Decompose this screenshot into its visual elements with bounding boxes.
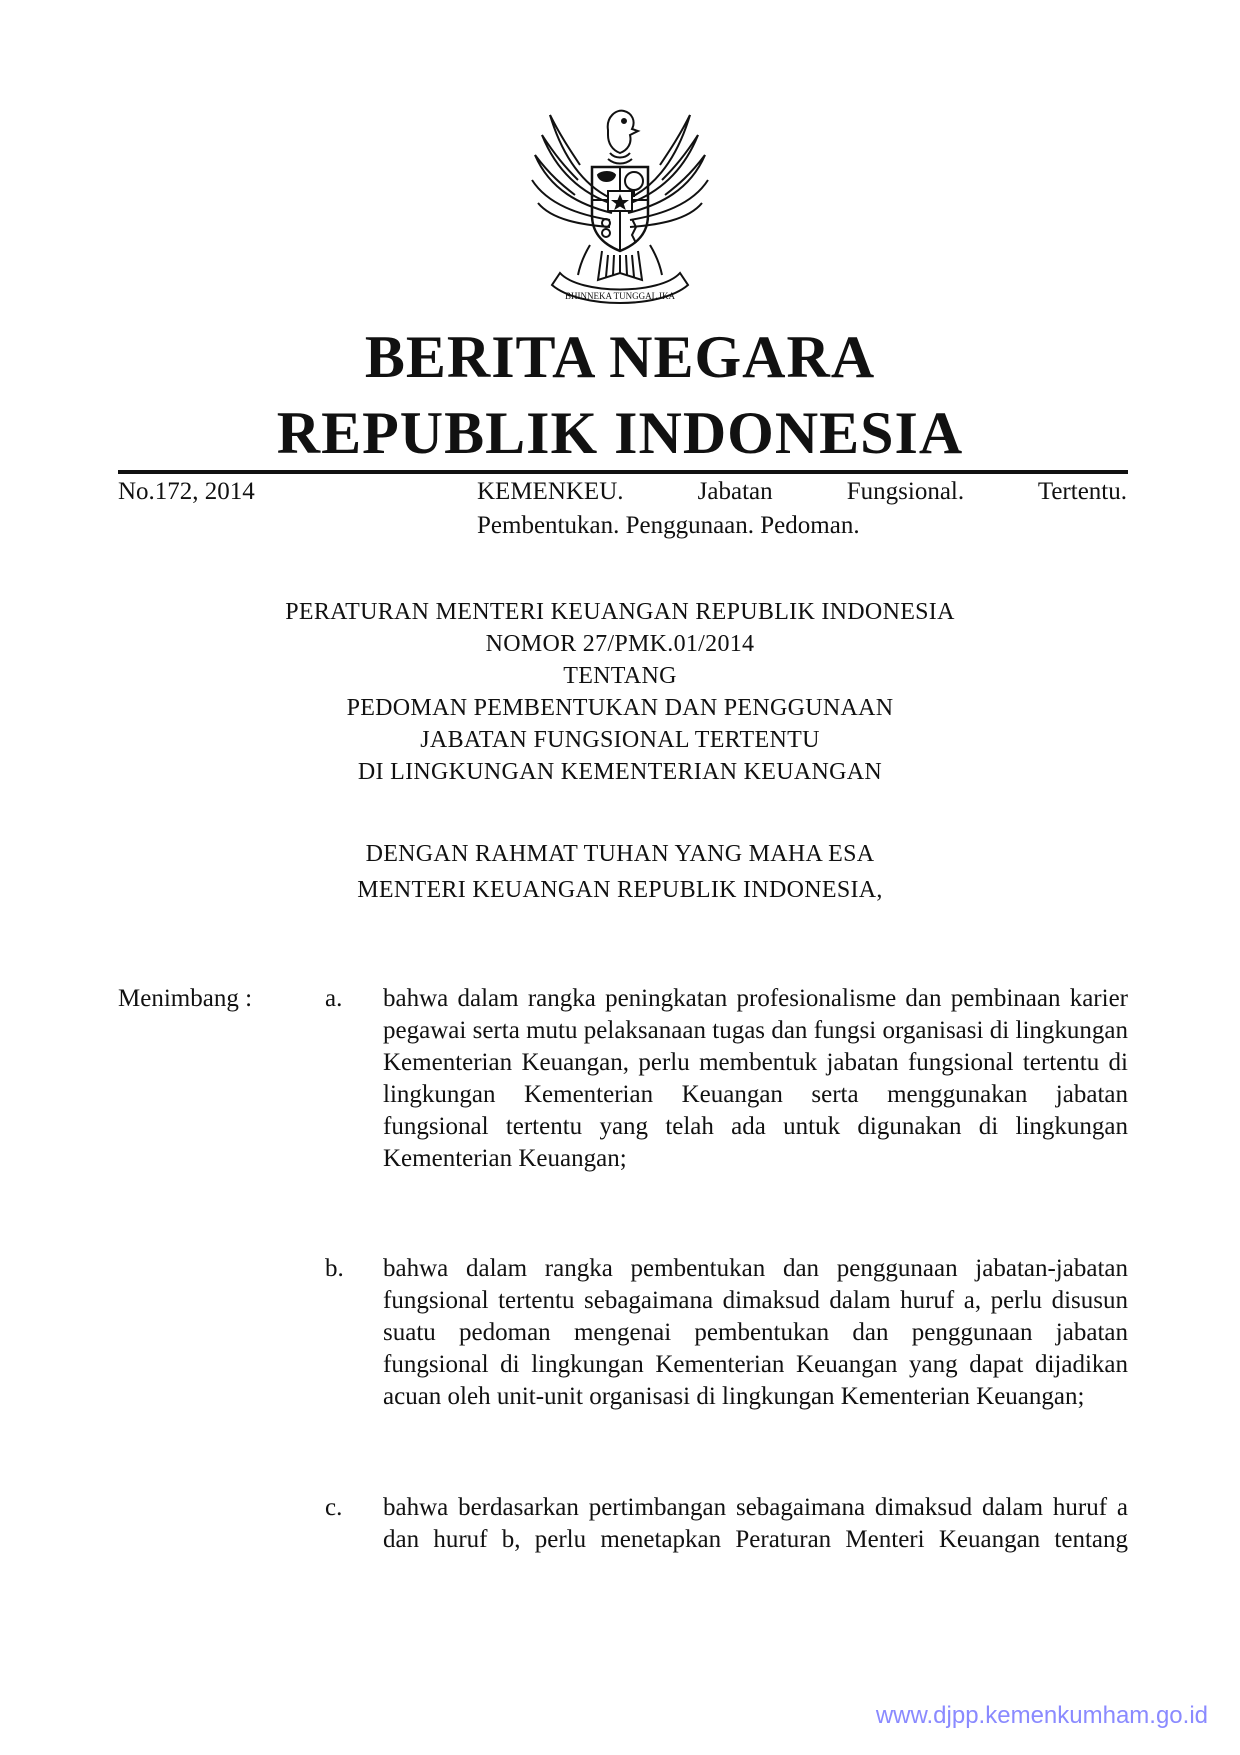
regulation-title-line: PEDOMAN PEMBENTUKAN DAN PENGGUNAAN	[346, 695, 894, 721]
preamble-line: MENTERI KEUANGAN REPUBLIK INDONESIA,	[357, 877, 883, 903]
regulation-title-line: TENTANG	[563, 663, 677, 689]
item-letter: c.	[325, 1494, 343, 1521]
item-text: bahwa berdasarkan pertimbangan sebagaimana dimaksud dalam huruf a dan huruf b, perlu menetapkan Peraturan Menteri Keuangan tentang	[383, 1494, 1128, 1553]
garuda-emblem-icon	[520, 95, 720, 310]
regulation-number: NOMOR 27/PMK.01/2014	[485, 631, 755, 657]
gazette-number: No.172, 2014	[118, 478, 255, 505]
considering-label: Menimbang :	[118, 985, 253, 1012]
gazette-summary	[477, 475, 1127, 543]
regulation-title	[0, 596, 1240, 788]
preamble-line: DENGAN RAHMAT TUHAN YANG MAHA ESA	[365, 841, 875, 867]
item-letter: b.	[325, 1255, 344, 1282]
item-text: bahwa dalam rangka pembentukan dan penggunaan jabatan-jabatan fungsional tertentu sebagaimana dimaksud dalam huruf a, perlu disusun suatu pedoman mengenai pembentukan dan penggunaan jabatan fungsional di lingkungan Kementerian Keuangan yang dapat dijadikan acuan oleh unit-unit organisasi di lingkungan Kementerian Keuangan;	[383, 1255, 1128, 1410]
summary-line-2: Pembentukan. Penggunaan. Pedoman.	[477, 512, 860, 539]
regulation-title-line: DI LINGKUNGAN KEMENTERIAN KEUANGAN	[357, 759, 883, 785]
item-letter: a.	[325, 985, 343, 1012]
masthead-divider	[118, 470, 1128, 474]
item-text: bahwa dalam rangka peningkatan profesionalisme dan pembinaan karier pegawai serta mutu pelaksanaan tugas dan fungsi organisasi di lingkungan Kementerian Keuangan, perlu membentuk jabatan fungsional tertentu di lingkungan Kementerian Keuangan serta menggunakan jabatan fungsional tertentu yang telah ada untuk digunakan di lingkungan Kementerian Keuangan;	[383, 985, 1128, 1172]
summary-line-1: KEMENKEU. Jabatan Fungsional. Tertentu.	[477, 478, 1127, 505]
regulation-title-line: PERATURAN MENTERI KEUANGAN REPUBLIK INDONESIA	[285, 599, 955, 625]
masthead-title-line1: BERITA NEGARA	[364, 324, 876, 390]
preamble	[0, 836, 1240, 908]
masthead-title-line2: REPUBLIK INDONESIA	[276, 400, 964, 466]
source-url-link[interactable]: www.djpp.kemenkumham.go.id	[875, 1702, 1208, 1729]
svg-text:BHINNEKA TUNGGAL IKA: BHINNEKA TUNGGAL IKA	[565, 291, 675, 301]
regulation-title-line: JABATAN FUNGSIONAL TERTENTU	[420, 727, 820, 753]
